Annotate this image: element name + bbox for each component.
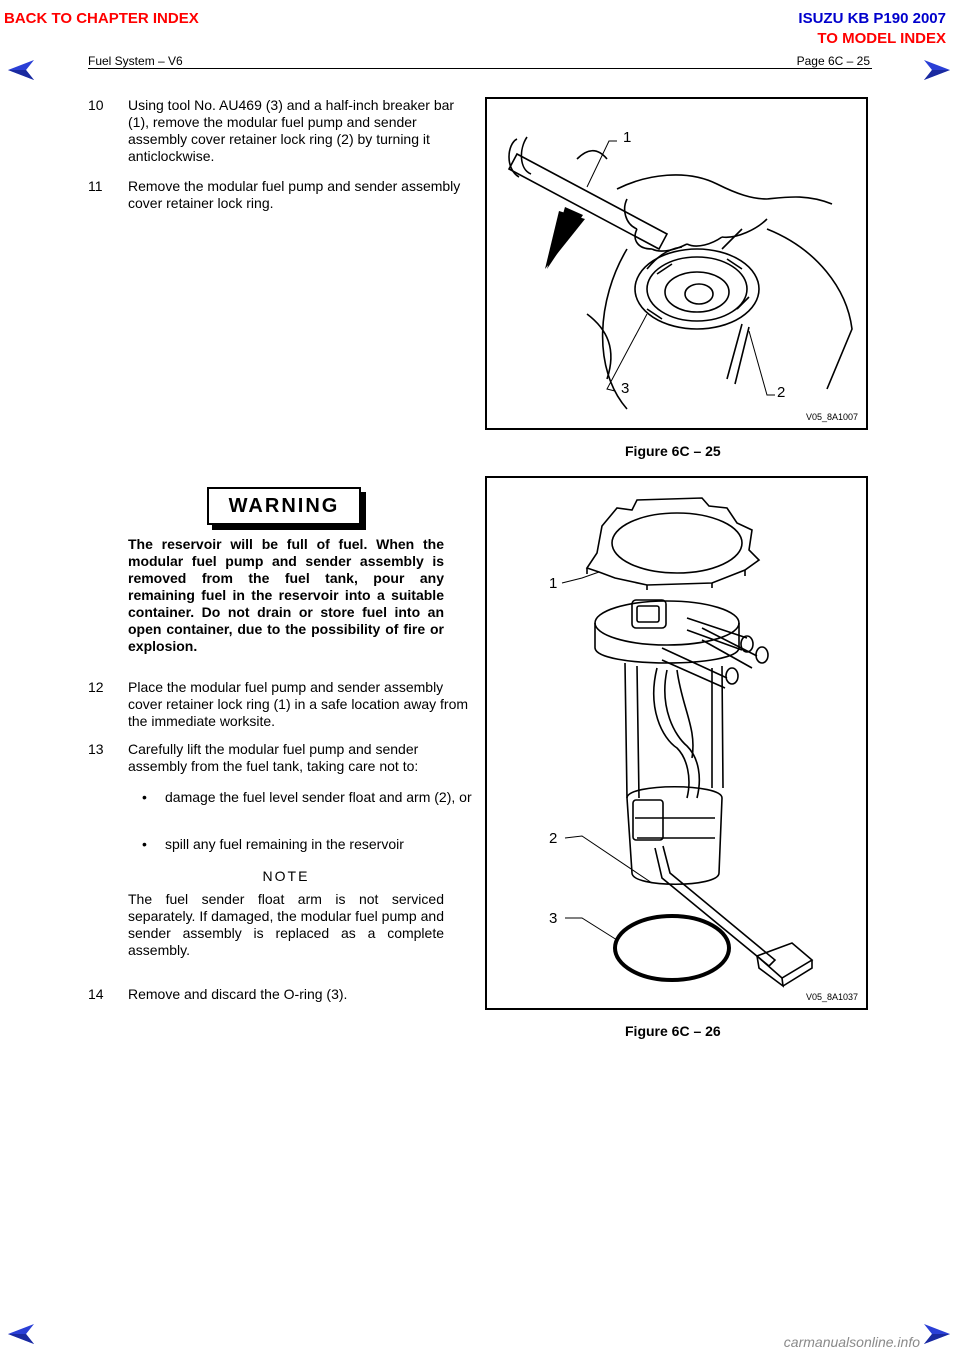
callout-1: 1 xyxy=(623,129,632,146)
step-number: 12 xyxy=(88,679,104,695)
bullet-icon: • xyxy=(142,836,147,852)
prev-page-arrow-icon[interactable] xyxy=(6,1322,36,1346)
callout-3: 3 xyxy=(621,380,630,397)
next-page-arrow-icon[interactable] xyxy=(922,1322,952,1346)
image-code: V05_8A1007 xyxy=(805,412,858,422)
figure-caption: Figure 6C – 25 xyxy=(625,443,721,459)
note-title: NOTE xyxy=(262,868,310,884)
bullet-text: damage the fuel level sender float and arm (2), or xyxy=(165,789,472,805)
callout-2: 2 xyxy=(549,830,558,847)
callout-1: 1 xyxy=(549,575,558,592)
callout-2: 2 xyxy=(777,384,786,401)
note-text: The fuel sender float arm is not serviced separately. If damaged, the modular fuel pump and sender assembly is replaced as a complete assembly. xyxy=(128,891,444,958)
figure-fuel-pump-lock-ring-removal xyxy=(485,97,868,430)
bullet-item xyxy=(128,789,478,825)
pump-assembly-illustration xyxy=(487,478,866,1008)
step-text: Remove the modular fuel pump and sender assembly cover retainer lock ring. xyxy=(128,178,461,211)
lock-ring-illustration xyxy=(487,99,866,428)
step-12 xyxy=(88,679,478,731)
step-11 xyxy=(88,178,478,214)
step-number: 11 xyxy=(88,178,103,194)
step-number: 13 xyxy=(88,741,104,757)
image-code: V05_8A1037 xyxy=(805,992,858,1002)
next-page-arrow-icon[interactable] xyxy=(922,58,952,82)
footer-watermark: carmanualsonline.info xyxy=(783,1334,920,1350)
step-text: Place the modular fuel pump and sender assembly cover retainer lock ring (1) in a safe location away from the immediate worksite. xyxy=(128,679,469,729)
page-number: Page 6C – 25 xyxy=(796,54,870,68)
step-14 xyxy=(88,986,478,1004)
step-13 xyxy=(88,741,478,777)
section-title: Fuel System – V6 xyxy=(88,54,183,68)
bullet-item xyxy=(128,836,478,854)
step-10 xyxy=(88,97,478,167)
figure-caption: Figure 6C – 26 xyxy=(625,1023,721,1039)
model-title: ISUZU KB P190 2007 xyxy=(798,10,946,27)
back-to-chapter-index-link[interactable]: BACK TO CHAPTER INDEX xyxy=(4,10,199,27)
to-model-index-link[interactable]: TO MODEL INDEX xyxy=(817,30,946,47)
bullet-icon: • xyxy=(142,789,147,805)
step-number: 14 xyxy=(88,986,104,1002)
warning-label: WARNING xyxy=(207,487,361,525)
step-text: Carefully lift the modular fuel pump and sender assembly from the fuel tank, taking care not to: xyxy=(128,741,419,774)
warning-text: The reservoir will be full of fuel. When the modular fuel pump and sender assembly is removed from the fuel tank, pour any remaining fuel in the reservoir into a suitable container. Do not drain or store fuel into an open container, due to the possibility of fire or explosion. xyxy=(128,536,444,654)
header-rule xyxy=(88,68,872,69)
figure-fuel-pump-sender-assembly xyxy=(485,476,868,1010)
bullet-text: spill any fuel remaining in the reservoir xyxy=(165,836,404,852)
step-number: 10 xyxy=(88,97,104,113)
step-text: Using tool No. AU469 (3) and a half-inch breaker bar (1), remove the modular fuel pump and sender assembly cover retainer lock ring (2) by turning it anticlockwise. xyxy=(128,97,455,164)
step-text: Remove and discard the O-ring (3). xyxy=(128,986,348,1002)
prev-page-arrow-icon[interactable] xyxy=(6,58,36,82)
callout-3: 3 xyxy=(549,910,558,927)
